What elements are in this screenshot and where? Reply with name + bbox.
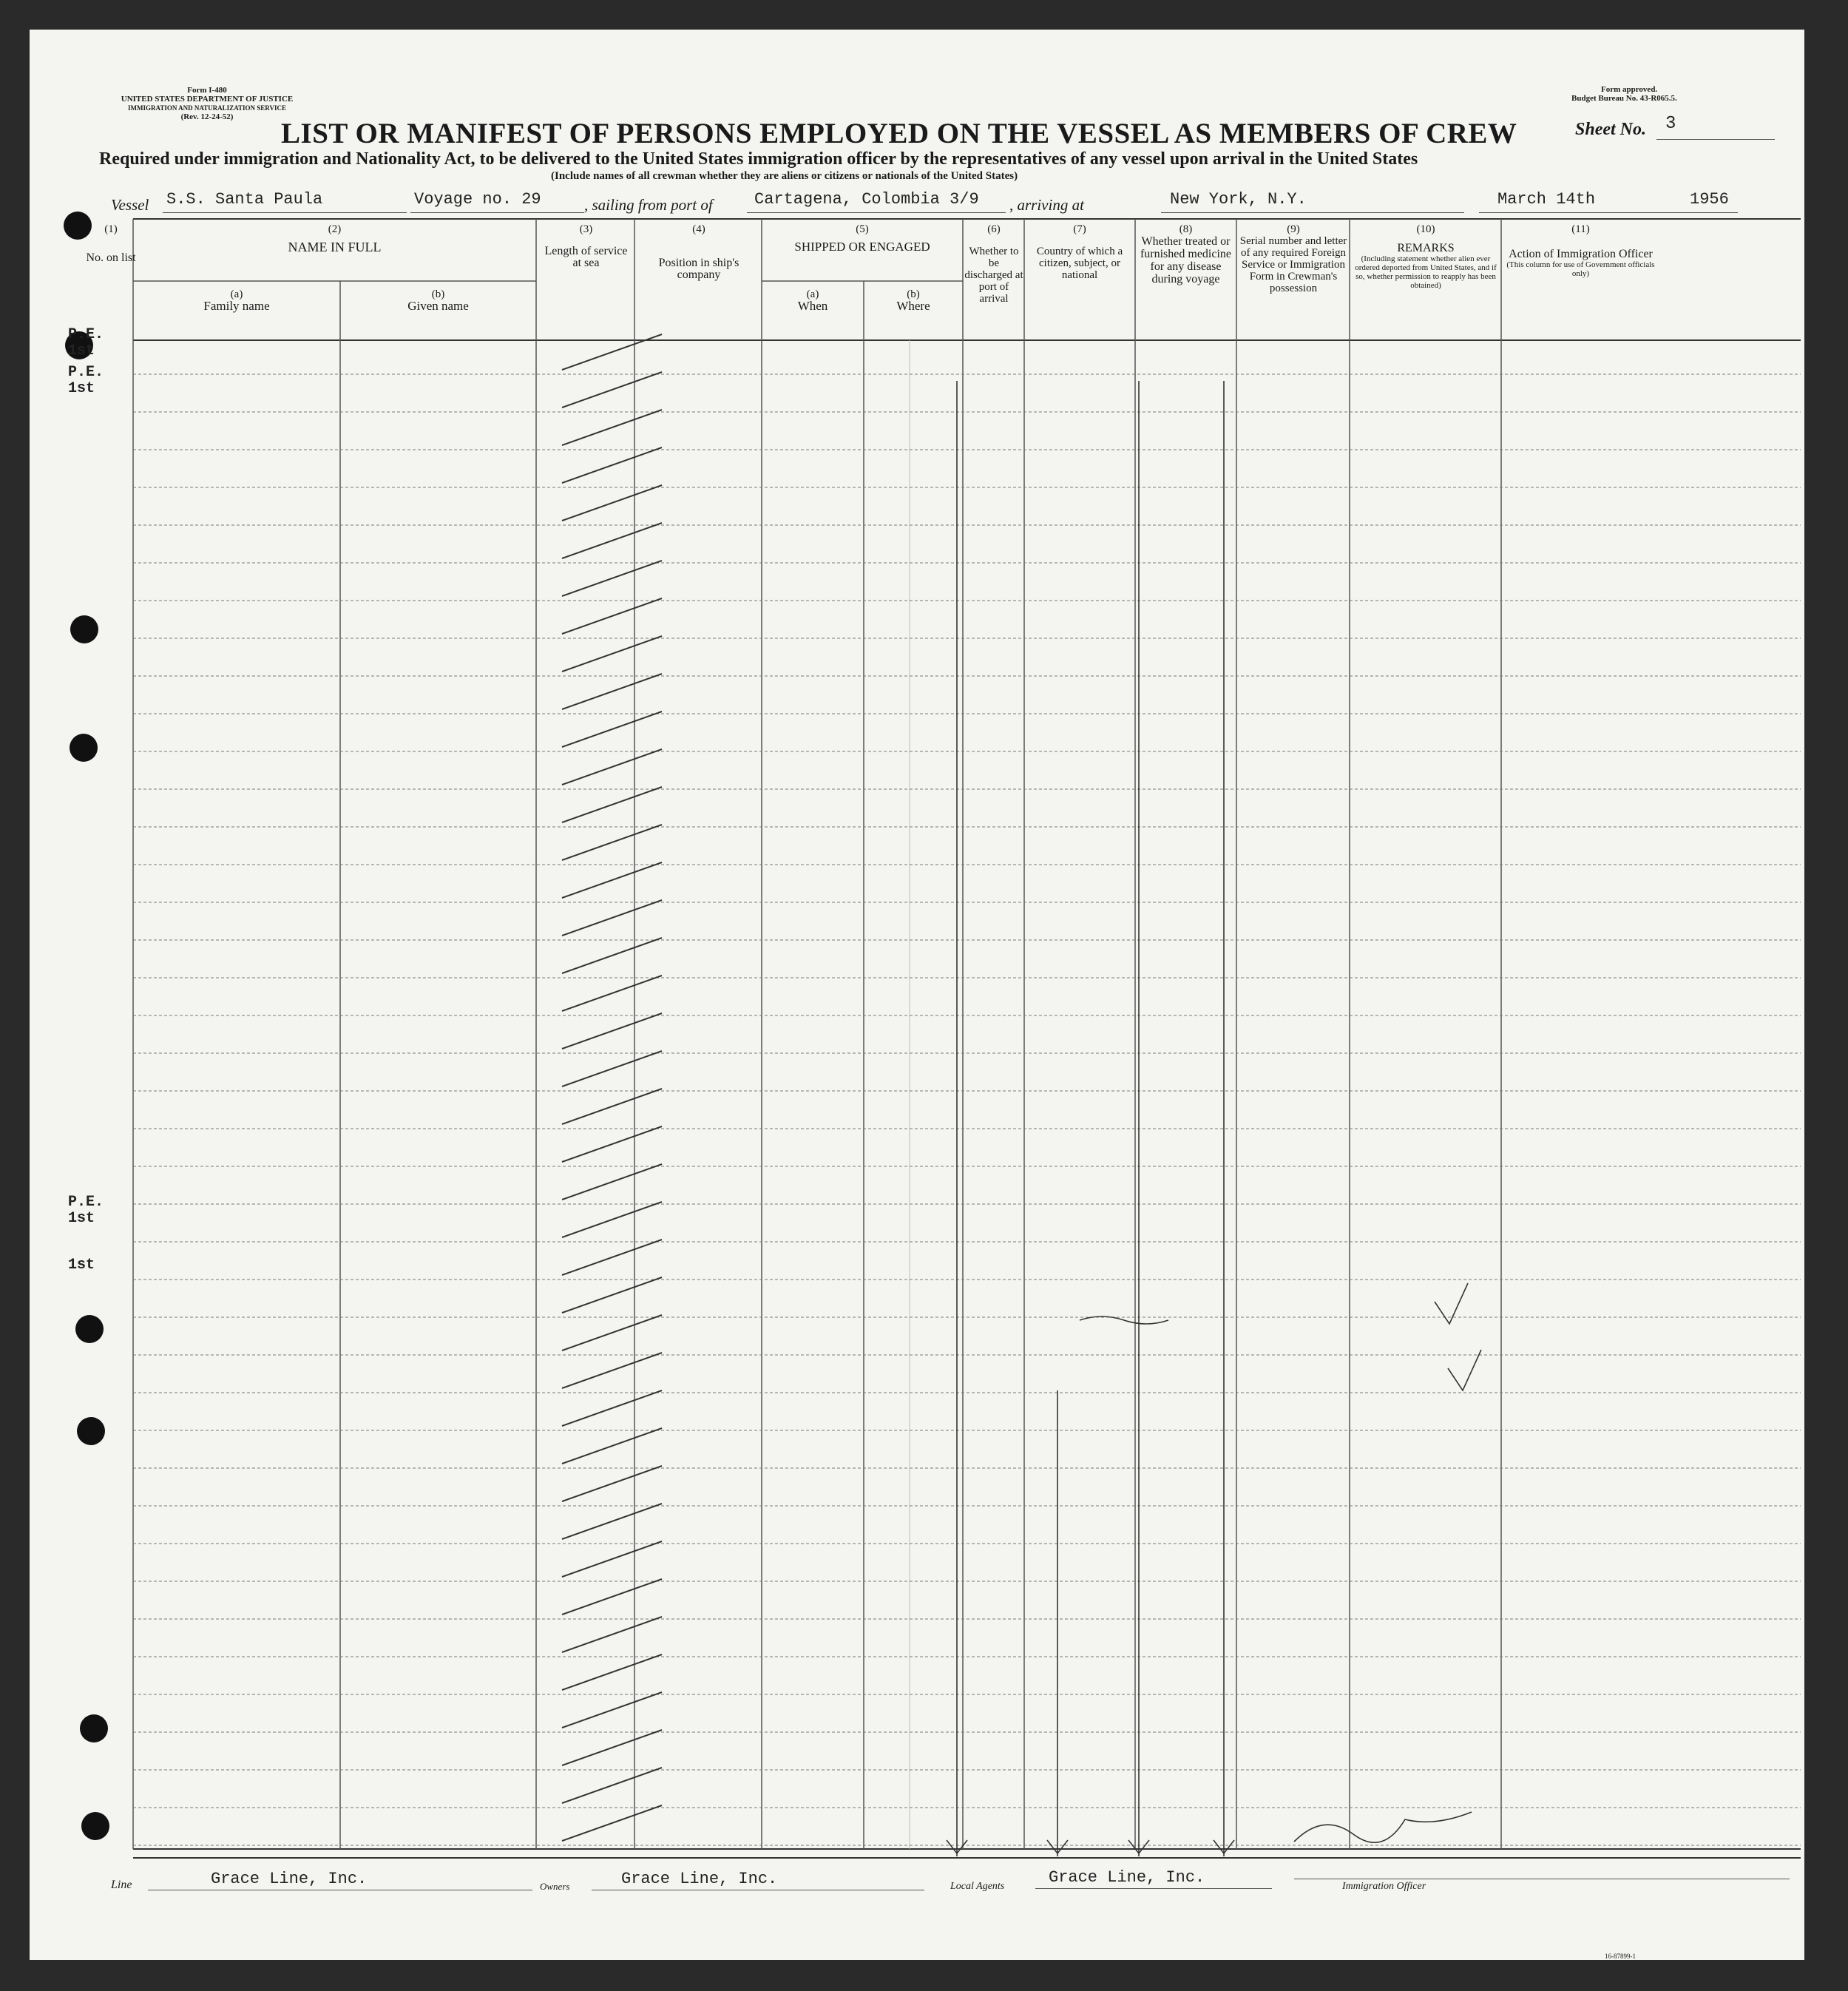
header-col-9 <box>1239 223 1348 294</box>
footer-agents-label: Local Agents <box>950 1881 1005 1892</box>
header-col-1-number: (1) <box>104 223 118 235</box>
vessel-name: S.S. Santa Paula <box>166 190 323 209</box>
header-col-5b-number: (b) <box>907 288 920 300</box>
header-col-11 <box>1505 223 1656 278</box>
header-col-9-text: Serial number and letter of any required Foreign Service or Immigration Form in Crewman's possession <box>1239 235 1347 294</box>
header-col-5b <box>864 288 963 312</box>
header-col-2b <box>340 288 536 312</box>
header-col-5a-number: (a) <box>806 288 819 300</box>
header-col-8-text: Whether treated or furnished medicine for any disease during voyage <box>1140 235 1232 285</box>
sheet-number: 3 <box>1665 114 1676 134</box>
pe-notation: P.E. 1st <box>68 364 104 397</box>
header-col-7-text: Country of which a citizen, subject, or national <box>1036 246 1123 281</box>
header-col-2b-number: (b) <box>431 288 445 300</box>
punch-hole <box>75 1315 104 1343</box>
subtitle: Required under immigration and Nationality Act, to be delivered to the United States immigration officer by the representatives of any vessel upon arrival in the United States <box>99 149 1418 169</box>
header-col-2-number: (2) <box>328 223 342 235</box>
header-col-11-number: (11) <box>1571 223 1590 235</box>
footer-line-label: Line <box>111 1879 132 1891</box>
page-title: LIST OR MANIFEST OF PERSONS EMPLOYED ON THE VESSEL AS MEMBERS OF CREW <box>281 118 1517 149</box>
arrival-date: March 14th <box>1497 190 1596 209</box>
header-col-10-number: (10) <box>1416 223 1435 235</box>
header-col-8 <box>1137 223 1235 285</box>
header-col-2-text: NAME IN FULL <box>288 240 382 254</box>
header-col-2a-text: Family name <box>203 299 270 313</box>
footer-stamp: 16-87899-1 <box>1605 1953 1636 1960</box>
form-approval <box>1571 85 1677 103</box>
sheet-label: Sheet No. <box>1575 120 1646 139</box>
subtitle-note: (Include names of all crewman whether they are aliens or citizens or nationals of the United States) <box>551 170 1018 182</box>
vessel-line <box>111 189 1738 214</box>
header-col-3-text: Length of service at sea <box>544 245 628 269</box>
punch-hole <box>70 734 98 762</box>
form-approved-text: Form approved. <box>1601 85 1658 94</box>
header-col-5 <box>762 223 963 253</box>
punch-hole <box>81 1812 109 1840</box>
vessel-label: Vessel <box>111 196 149 214</box>
arrival-year: 1956 <box>1690 190 1729 209</box>
punch-hole <box>80 1714 108 1742</box>
header-col-5-text: SHIPPED OR ENGAGED <box>794 240 930 254</box>
handwritten-marks <box>30 30 1804 1960</box>
header-col-5a-text: When <box>797 299 828 313</box>
sailing-port: Cartagena, Colombia 3/9 <box>754 190 979 209</box>
form-service: IMMIGRATION AND NATURALIZATION SERVICE <box>128 104 286 112</box>
header-col-10-text: REMARKS <box>1397 242 1455 254</box>
punch-hole <box>70 615 98 643</box>
header-col-10-note: (Including statement whether alien ever ordered deported from United States, and if so, whether permission to reapply has been obtained) <box>1355 254 1497 290</box>
footer-owners-value: Grace Line, Inc. <box>621 1870 778 1888</box>
footer-agents-value: Grace Line, Inc. <box>1049 1868 1205 1887</box>
header-col-2b-text: Given name <box>407 299 469 313</box>
header-col-10 <box>1352 223 1500 290</box>
form-revision: (Rev. 12-24-52) <box>180 112 234 121</box>
header-col-3 <box>544 223 629 269</box>
header-col-8-number: (8) <box>1179 223 1193 235</box>
form-department: UNITED STATES DEPARTMENT OF JUSTICE <box>121 95 294 104</box>
table-grid <box>30 30 1804 1960</box>
header-col-5a <box>762 288 864 312</box>
header-col-2a-number: (a) <box>230 288 243 300</box>
header-col-4-text: Position in ship's company <box>658 257 739 281</box>
header-col-6-number: (6) <box>987 223 1001 235</box>
header-col-7 <box>1028 223 1131 281</box>
voyage-number: Voyage no. 29 <box>414 190 541 209</box>
footer-owners-label: Owners <box>540 1881 570 1892</box>
header-col-6 <box>964 223 1023 305</box>
punch-hole <box>77 1417 105 1445</box>
sailing-label: , sailing from port of <box>584 196 713 214</box>
footer-officer-label: Immigration Officer <box>1342 1881 1426 1892</box>
header-col-11-note: (This column for use of Government officials only) <box>1506 260 1655 278</box>
header-col-1-text: No. on list <box>86 251 136 264</box>
header-col-5-number: (5) <box>856 223 869 235</box>
header-col-4-number: (4) <box>692 223 705 235</box>
header-col-9-number: (9) <box>1287 223 1300 235</box>
budget-bureau-number: Budget Bureau No. 43-R065.5. <box>1571 94 1677 103</box>
header-col-5b-text: Where <box>896 299 930 313</box>
header-col-2a <box>133 288 340 312</box>
footer-line-value: Grace Line, Inc. <box>211 1870 368 1888</box>
form-number: Form I-480 <box>187 86 227 95</box>
header-col-2 <box>133 223 536 253</box>
header-col-6-text: Whether to be discharged at port of arrival <box>964 246 1023 305</box>
header-col-7-number: (7) <box>1073 223 1086 235</box>
form-identification <box>96 86 318 121</box>
header-col-11-text: Action of Immigration Officer <box>1509 248 1653 260</box>
pe-notation: P.E. 1st <box>68 1194 104 1227</box>
manifest-sheet <box>30 30 1804 1960</box>
header-col-4 <box>640 223 758 281</box>
pe-notation: P.E. 1st <box>68 326 104 359</box>
arrival-port: New York, N.Y. <box>1170 190 1307 209</box>
pe-notation: 1st <box>68 1257 95 1274</box>
arriving-label: , arriving at <box>1009 196 1084 214</box>
header-col-1 <box>85 223 137 265</box>
header-col-3-number: (3) <box>579 223 593 235</box>
